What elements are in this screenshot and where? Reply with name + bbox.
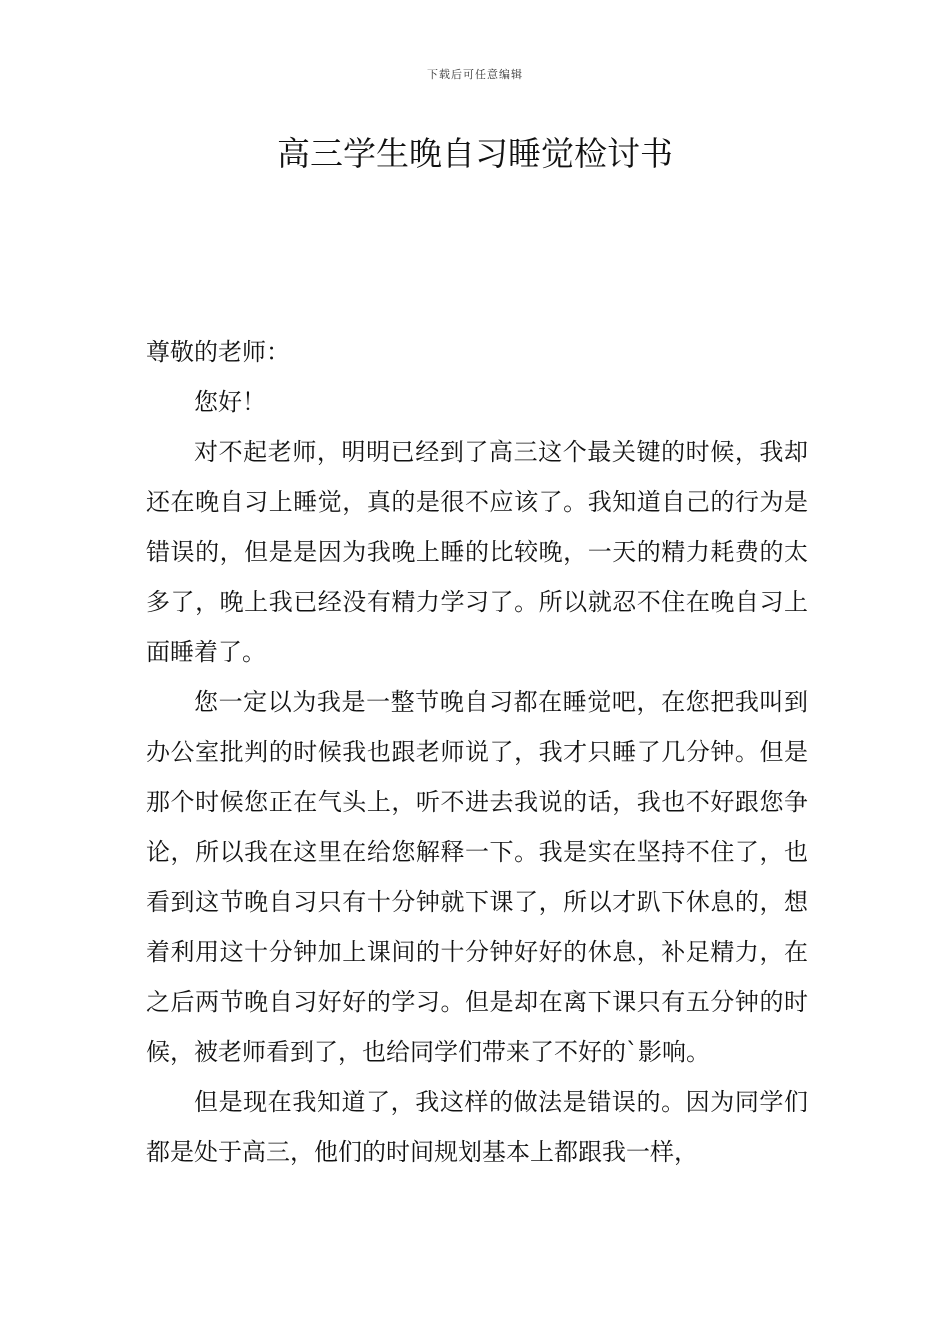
paragraph-2: 您一定以为我是一整节晚自习都在睡觉吧，在您把我叫到办公室批判的时候我也跟老师说了，我才只睡了几分钟。但是那个时候您正在气头上，听不进去我说的话，我也不好跟您争论，所以我在这里在给您解释一下。我是实在坚持不住了，也看到这节晚自习只有十分钟就下课了，所以才趴下休息的，想着利用这十分钟加上课间的十分钟好好的休息，补足精力，在之后两节晚自习好好的学习。但是却在离下课只有五分钟的时候，被老师看到了，也给同学们带来了不好的`影响。 <box>146 688 808 1066</box>
paragraph-3: 但是现在我知道了，我这样的做法是错误的。因为同学们都是处于高三，他们的时间规划基本上都跟我一样， <box>146 1088 808 1166</box>
salutation: 尊敬的老师： <box>146 338 290 366</box>
document-title: 高三学生晚自习睡觉检讨书 <box>277 134 673 173</box>
greeting: 您好！ <box>194 388 266 416</box>
document-body <box>146 327 808 1177</box>
header-note: 下载后可任意编辑 <box>427 68 523 81</box>
paragraph-1: 对不起老师，明明已经到了高三这个最关键的时候，我却还在晚自习上睡觉，真的是很不应该了。我知道自己的行为是错误的，但是是因为我晚上睡的比较晚，一天的精力耗费的太多了，晚上我已经没有精力学习了。所以就忍不住在晚自习上面睡着了。 <box>146 438 808 666</box>
